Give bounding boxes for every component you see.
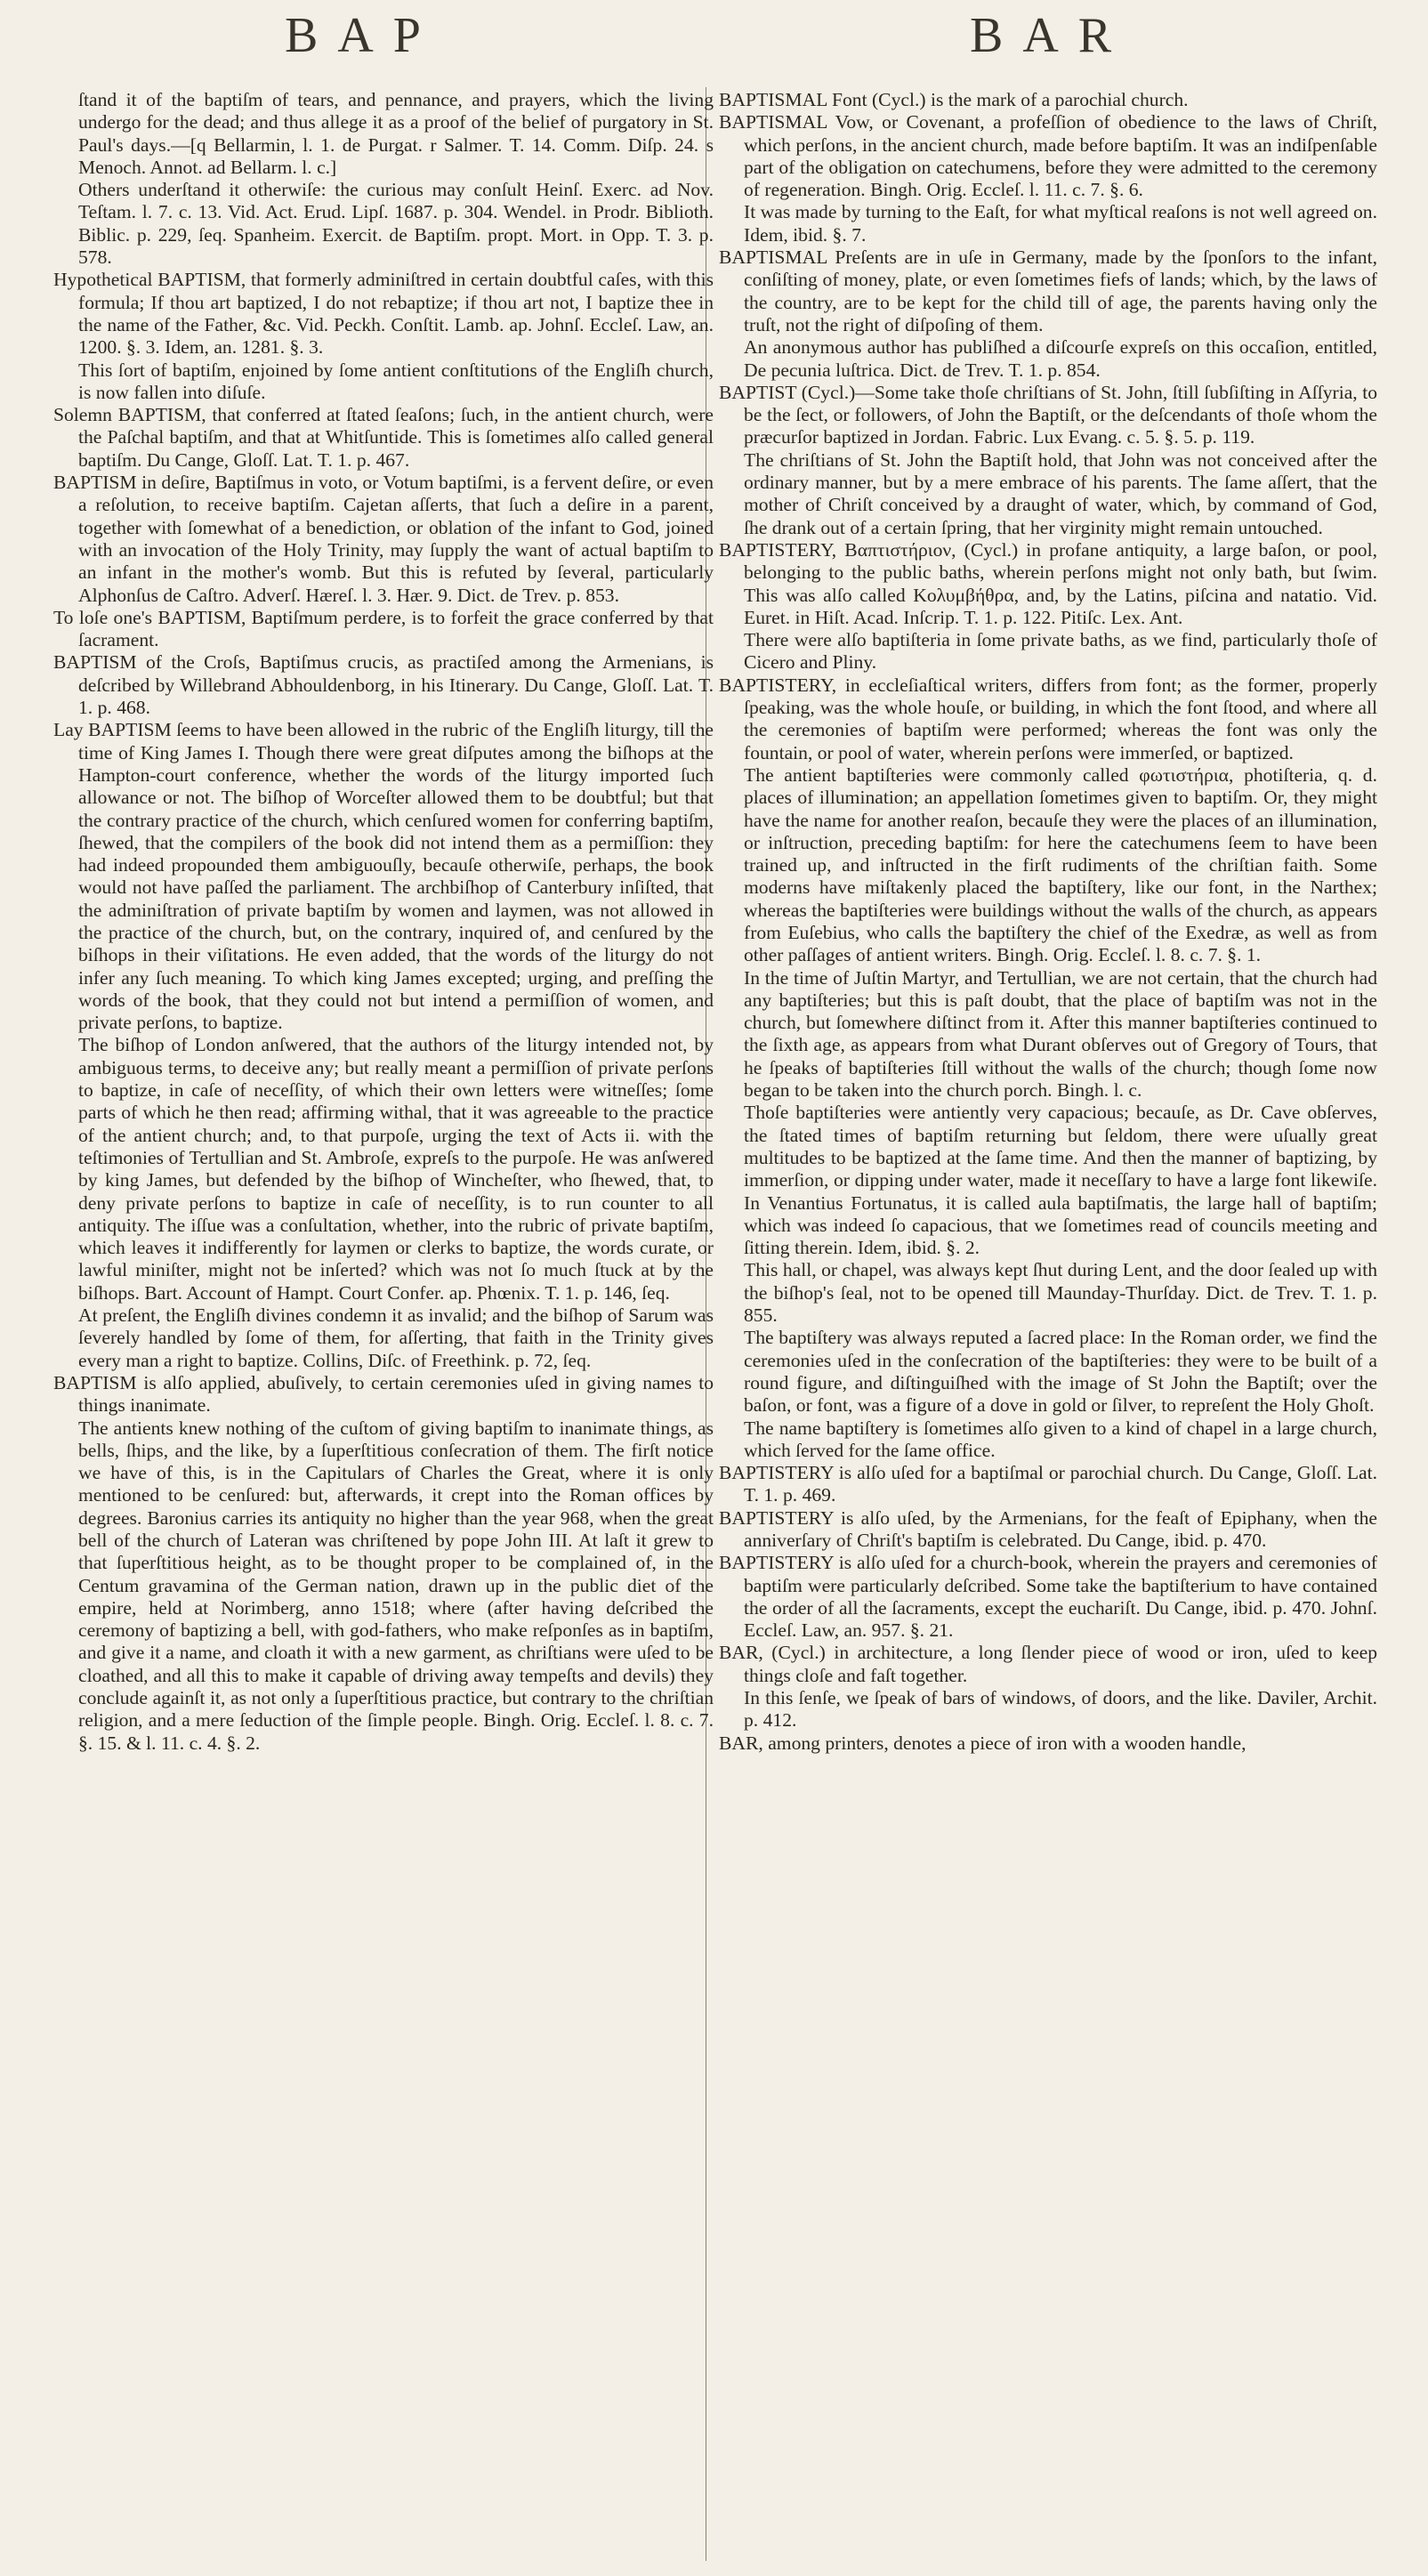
- running-head-left: BAP: [285, 8, 440, 63]
- entry-paragraph: In the time of Juſtin Martyr, and Tertullian, we are not certain, that the church had any baptiſteries; but this is paſt doubt, that the place of baptiſm was not in the church, but ſomewhere diſtinct from it. After this manner baptiſteries continued to the ſixth age, as appears from what Durant obſerves out of Gregory of Tours, that he ſpeaks of baptiſteries ſtill without the walls of the church; though ſome now began to be taken into the church porch. Bingh. l. c.: [744, 966, 1377, 1102]
- entry-paragraph: The baptiſtery was always reputed a ſacred place: In the Roman order, we find the ceremonies uſed in the conſecration of the baptiſteries: they were to be built of a round figure, and diſtinguiſhed with the image of St John the Baptiſt; over the baſon, or font, was a figure of a dove in gold or ſilver, to repreſent the Holy Ghoſt.: [744, 1327, 1377, 1417]
- entry-paragraph: The biſhop of London anſwered, that the authors of the liturgy intended not, by ambiguous terms, to deceive any; but really meant a permiſſion of private perſons to baptize, in caſe of neceſſity, of which their own letters were witneſſes; ſome parts of which he then read; affirming withal, that it was agreeable to the practice of the antient church; and, to that purpoſe, urging the text of Acts ii. with the teſtimonies of Tertullian and St. Ambroſe, expreſs to the purpoſe. He was anſwered by king James, but defended by the biſhop of Wincheſter, who ſhewed, that, to deny private perſons to baptize in caſe of neceſſity, is to run counter to all antiquity. The iſſue was a conſultation, whether, into the rubric of private baptiſm, which leaves it indifferently for laymen or clerks to baptize, the words curate, or lawful miniſter, might not be inſerted? which was not ſo much ſtuck at by the biſhops. Bart. Account of Hampt. Court Confer. ap. Phœnix. T. 1. p. 146, ſeq.: [78, 1034, 714, 1304]
- right-column: [719, 89, 1377, 1755]
- entry-paragraph: BAPTISMAL Vow, or Covenant, a profeſſion of obedience to the laws of Chriſt, which perſons, in the ancient church, made before baptiſm. It was an indiſpenſable part of the obligation on catechumens, before they were admitted to the ceremony of regeneration. Bingh. Orig. Eccleſ. l. 11. c. 7. §. 6.: [719, 111, 1377, 201]
- entry-paragraph: At preſent, the Engliſh divines condemn it as invalid; and the biſhop of Sarum was ſeverely handled by ſome of them, for aſſerting, that faith in the Trinity gives every man a right to baptize. Collins, Diſc. of Freethink. p. 72, ſeq.: [78, 1304, 714, 1371]
- entry-paragraph: BAPTISTERY is alſo uſed for a baptiſmal or parochial church. Du Cange, Gloſſ. Lat. T. 1. p. 469.: [719, 1462, 1377, 1506]
- entry-paragraph: Hypothetical BAPTISM, that formerly adminiſtred in certain doubtful caſes, with this formula; If thou art baptized, I do not rebaptize; if thou art not, I baptize thee in the name of the Father, &c. Vid. Peckh. Conſtit. Lamb. ap. Johnſ. Eccleſ. Law, an. 1200. §. 3. Idem, an. 1281. §. 3.: [53, 269, 714, 359]
- entry-paragraph: Lay BAPTISM ſeems to have been allowed in the rubric of the Engliſh liturgy, till the time of King James I. Though there were great diſputes among the biſhops at the Hampton-court conference, whether the words of the liturgy imported ſuch allowance or not. The biſhop of Worceſter allowed them to be doubtful; but that the contrary practice of the church, which cenſured women for conferring baptiſm, ſhewed, that the compilers of the book did not intend them as a permiſſion: they had indeed propounded them ambiguouſly, becauſe otherwiſe, perhaps, the book would not have paſſed the parliament. The archbiſhop of Canterbury inſiſted, that the adminiſtration of private baptiſm by women and laymen, was not allowed in the practice of the church, but, on the contrary, inquired of, and cenſured by the biſhops in their viſitations. He even added, that the words of the liturgy do not infer any ſuch meaning. To which king James excepted; urging, and preſſing the words of the book, that they could not but intend a permiſſion of women, and private perſons, to baptize.: [53, 719, 714, 1034]
- entry-paragraph: BAPTISTERY is alſo uſed for a church-book, wherein the prayers and ceremonies of baptiſm were particularly deſcribed. Some take the baptiſterium to have contained the order of all the ſacraments, except the euchariſt. Du Cange, ibid. p. 470. Johnſ. Eccleſ. Law, an. 957. §. 21.: [719, 1552, 1377, 1642]
- entry-paragraph: Others underſtand it otherwiſe: the curious may conſult Heinſ. Exerc. ad Nov. Teſtam. l. 7. c. 13. Vid. Act. Erud. Lipſ. 1687. p. 304. Wendel. in Prodr. Biblioth. Biblic. p. 229, ſeq. Spanheim. Exercit. de Baptiſm. propt. Mort. in Opp. T. 3. p. 578.: [78, 179, 714, 269]
- running-head-right: BAR: [970, 8, 1132, 63]
- entry-paragraph: BAPTISTERY, in eccleſiaſtical writers, differs from font; as the former, properly ſpeaking, was the whole houſe, or building, in which the font ſtood, and where all the ceremonies of baptiſm were performed; whereas the font was only the fountain, or pool of water, wherein perſons were immerſed, or baptized.: [719, 674, 1377, 763]
- entry-paragraph: This ſort of baptiſm, enjoined by ſome antient conſtitutions of the Engliſh church, is now fallen into diſuſe.: [78, 359, 714, 403]
- entry-paragraph: BAPTIST (Cycl.)—Some take thoſe chriſtians of St. John, ſtill ſubſiſting in Aſſyria, to be the ſect, or followers, of John the Baptiſt, or the deſcendants of thoſe whom the præcurſor baptized in Jordan. Fabric. Lux Evang. c. 5. §. 5. p. 119.: [719, 381, 1377, 448]
- entry-paragraph: BAPTISM of the Croſs, Baptiſmus crucis, as practiſed among the Armenians, is deſcribed by Willebrand Abhouldenborg, in his Itinerary. Du Cange, Gloſſ. Lat. T. 1. p. 468.: [53, 651, 714, 719]
- entry-paragraph: To loſe one's BAPTISM, Baptiſmum perdere, is to forfeit the grace conferred by that ſacrament.: [53, 606, 714, 651]
- left-column: [53, 89, 714, 1755]
- entry-paragraph: BAR, among printers, denotes a piece of iron with a wooden handle,: [719, 1732, 1246, 1754]
- entry-paragraph: ſtand it of the baptiſm of tears, and pennance, and prayers, which the living undergo for the dead; and thus allege it as a proof of the belief of purgatory in St. Paul's days.—[q Bellarmin, l. 1. de Purgat. r Salmer. T. 14. Comm. Diſp. 24. s Menoch. Annot. ad Bellarm. l. c.]: [78, 89, 714, 178]
- entry-paragraph: In this ſenſe, we ſpeak of bars of windows, of doors, and the like. Daviler, Archit. p. 412.: [744, 1687, 1377, 1732]
- entry-paragraph: An anonymous author has publiſhed a diſcourſe expreſs on this occaſion, entitled, De pecunia luſtrica. Dict. de Trev. T. 1. p. 854.: [744, 336, 1377, 381]
- entry-paragraph: BAPTISMAL Font (Cycl.) is the mark of a parochial church.: [719, 89, 1189, 110]
- entry-paragraph: Thoſe baptiſteries were antiently very capacious; becauſe, as Dr. Cave obſerves, the ſtated times of baptiſm returning but ſeldom, there were uſually great multitudes to be baptized at the ſame time. And then the manner of baptizing, by immerſion, or dipping under water, made it neceſſary to have a large font likewiſe. In Venantius Fortunatus, it is called aula baptiſmatis, the large hall of baptiſm; which was indeed ſo capacious, that we ſometimes read of councils meeting and ſitting therein. Idem, ibid. §. 2.: [744, 1102, 1377, 1259]
- entry-paragraph: It was made by turning to the Eaſt, for what myſtical reaſons is not well agreed on. Idem, ibid. §. 7.: [744, 201, 1377, 246]
- entry-paragraph: BAPTISMAL Preſents are in uſe in Germany, made by the ſponſors to the infant, conſiſting of money, plate, or even ſometimes fiefs of lands; which, by the laws of the country, are to be kept for the child till of age, the parents having only the truſt, not the right of diſpoſing of them.: [719, 246, 1377, 335]
- entry-paragraph: The antient baptiſteries were commonly called φωτιστήρια, photiſteria, q. d. places of illumination; an appellation ſometimes given to baptiſm. Or, they might have the name for another reaſon, becauſe they were the places of an illumination, or inſtruction, preceding baptiſm: for here the catechumens ſeem to have been trained up, and inſtructed in the firſt rudiments of the chriſtian faith. Some moderns have miſtakenly placed the baptiſtery, like our font, in the Narthex; whereas the baptiſteries were buildings without the walls of the church, as appears from Euſebius, who calls the baptiſtery the chief of the Exedræ, as well as from other paſſages of antient writers. Bingh. Orig. Eccleſ. l. 8. c. 7. §. 1.: [744, 763, 1377, 966]
- entry-paragraph: BAPTISTERY, Βαπτιστήριον, (Cycl.) in profane antiquity, a large baſon, or pool, belonging to the public baths, wherein perſons might not only bath, but ſwim. This was alſo called Κολυμβήθρα, and, by the Latins, piſcina and natatio. Vid. Euret. in Hiſt. Acad. Inſcrip. T. 1. p. 122. Pitiſc. Lex. Ant.: [719, 538, 1377, 628]
- entry-paragraph: The name baptiſtery is ſometimes alſo given to a kind of chapel in a large church, which ſerved for the ſame office.: [744, 1417, 1377, 1461]
- entry-paragraph: Solemn BAPTISM, that conferred at ſtated ſeaſons; ſuch, in the antient church, were the Paſchal baptiſm, and that at Whitſuntide. This is ſometimes alſo called general baptiſm. Du Cange, Gloſſ. Lat. T. 1. p. 467.: [53, 404, 714, 471]
- entry-paragraph: This hall, or chapel, was always kept ſhut during Lent, and the door ſealed up with the biſhop's ſeal, not to be opened till Maunday-Thurſday. Dict. de Trev. T. 1. p. 855.: [744, 1259, 1377, 1327]
- entry-paragraph: BAPTISM is alſo applied, abuſively, to certain ceremonies uſed in giving names to things inanimate.: [53, 1371, 714, 1417]
- entry-paragraph: BAPTISTERY is alſo uſed, by the Armenians, for the feaſt of Epiphany, when the anniverſary of Chriſt's baptiſm is celebrated. Du Cange, ibid. p. 470.: [719, 1506, 1377, 1551]
- entry-paragraph: The chriſtians of St. John the Baptiſt hold, that John was not conceived after the ordinary manner, but by a mere embrace of his parents. The ſame aſſert, that the mother of Chriſt conceived by a draught of water, which, by command of God, ſhe drank out of a certain ſpring, that her virginity might remain untouched.: [744, 448, 1377, 538]
- entry-paragraph: The antients knew nothing of the cuſtom of giving baptiſm to inanimate things, as bells, ſhips, and the like, by a ſuperſtitious conſecration of them. The firſt notice we have of this, is in the Capitulars of Charles the Great, where it is only mentioned to be cenſured: but, afterwards, it crept into the Roman offices by degrees. Baronius carries its antiquity no higher than the year 968, when the great bell of the church of Lateran was chriſtened by pope John III. At laſt it grew to that ſuperſtitious height, as to be thought proper to be complained of, in the Centum gravamina of the German nation, drawn up in the public diet of the empire, held at Norimberg, anno 1518; where (after having deſcribed the ceremony of baptizing a bell, with god-fathers, who make reſponſes as in baptiſm, and give it a name, and cloath it with a new garment, as chriſtians were uſed to be cloathed, and all this to make it capable of driving away tempeſts and devils) they conclude againſt it, as not only a ſuperſtitious practice, but contrary to the chriſtian religion, and a mere ſeduction of the ſimple people. Bingh. Orig. Eccleſ. l. 8. c. 7. §. 15. & l. 11. c. 4. §. 2.: [78, 1417, 714, 1754]
- entry-paragraph: BAPTISM in deſire, Baptiſmus in voto, or Votum baptiſmi, is a fervent deſire, or even a reſolution, to receive baptiſm. Cajetan aſſerts, that ſuch a deſire in a parent, together with ſomewhat of a benediction, or oblation of the infant to God, joined with an invocation of the Holy Trinity, may ſupply the want of actual baptiſm to an infant in the mother's womb. But this is refuted by ſeveral, particularly Alphonſus de Caſtro. Adverſ. Hæreſ. l. 3. Hær. 9. Dict. de Trev. p. 853.: [53, 472, 714, 606]
- entry-paragraph: There were alſo baptiſteria in ſome private baths, as we find, particularly thoſe of Cicero and Pliny.: [744, 629, 1377, 674]
- entry-paragraph: BAR, (Cycl.) in architecture, a long ſlender piece of wood or iron, uſed to keep things cloſe and faſt together.: [719, 1642, 1377, 1686]
